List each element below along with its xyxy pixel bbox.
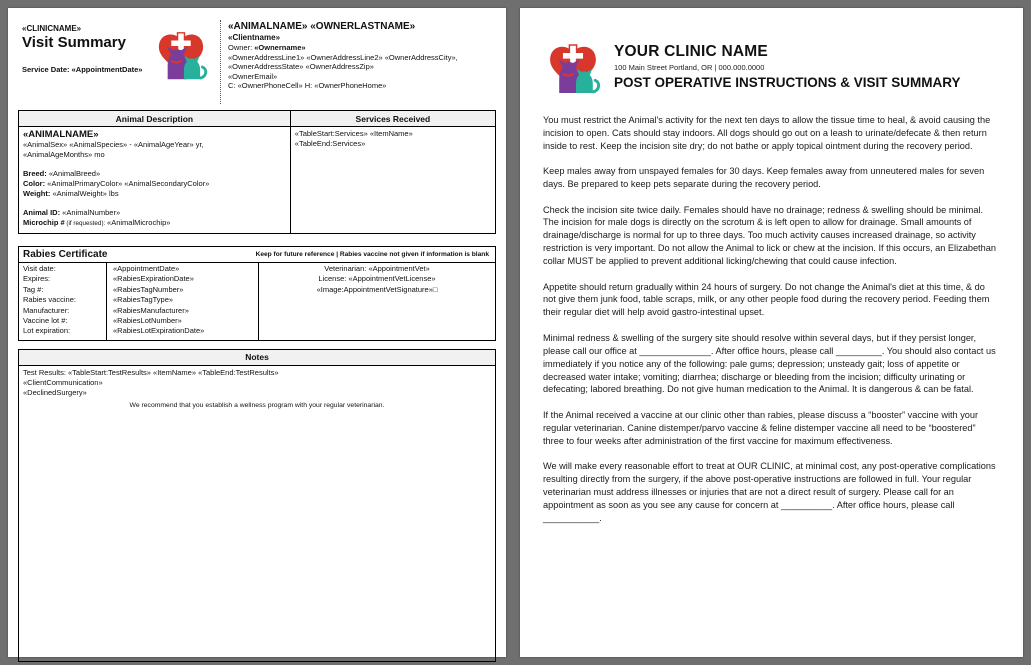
instruction-paragraph: Appetite should return gradually within 24 hours of surgery. Do not change the Animal's diet at this time, & do not give them junk food, table scraps, milk, or any other people food during the recovery period. Feeding them their regular diet will help avoid gastro-intestinal upset. xyxy=(543,281,990,318)
wellness-recommendation: We recommend that you establish a wellness program with your regular veterinarian. xyxy=(129,401,385,409)
animal-description-header: Animal Description xyxy=(19,111,291,126)
rabies-label: Lot expiration: xyxy=(23,326,71,336)
clinic-logo-icon xyxy=(543,36,605,102)
rabies-label: Manufacturer: xyxy=(23,305,70,315)
post-op-header xyxy=(543,36,997,102)
client-name: «Clientname» xyxy=(228,33,281,42)
rabies-value: «RabiesLotExpirationDate» xyxy=(113,326,205,336)
rabies-value: «RabiesLotNumber» xyxy=(113,316,182,326)
clinic-name-merge-field: «CLINICNAME» xyxy=(22,24,82,33)
rabies-value: «RabiesManufacturer» xyxy=(113,305,189,315)
notes-table xyxy=(18,349,496,662)
owner-address-line1: «OwnerAddressLine1» «OwnerAddressLine2» «OwnerAddressCity», xyxy=(228,52,458,62)
services-merge-line: «TableEnd:Services» xyxy=(294,139,366,148)
post-op-instructions-page xyxy=(520,8,1023,657)
animal-id-row: Animal ID: «AnimalNumber» xyxy=(23,208,121,217)
veterinarian-line: Veterinarian: «AppointmentVet» xyxy=(324,264,430,273)
animal-desc-line: «AnimalAgeMonths» mo xyxy=(23,150,105,159)
instruction-paragraph: If the Animal received a vaccine at our clinic other than rabies, please discuss a “booster” vaccine with your regular veterinarian. Canine distemper/parvo vaccine & feline distemper vaccine all need to be “boostered” three to four weeks after administration of the first vaccine for maximum effectiveness. xyxy=(543,409,979,446)
animal-description-cell xyxy=(19,127,291,233)
owner-email: «OwnerEmail» xyxy=(228,71,278,81)
instruction-paragraph: Minimal redness & swelling of the surgery site should resolve within several days, but if they persist longer, please call our office at ______________. After office hours, please call _________. You should also contact us immediately if you notice any of the following: pale gums; depression; unsteady gait; loss of appetite or decreased water intake; vomiting; diarrhea; discharge or bleeding from the incision; difficulty urinating or defecating; labored breathing. Do not give human medication to the Animal. It is dangerous & can be fatal. xyxy=(543,332,996,395)
animal-desc-line: «AnimalSex» «AnimalSpecies» - «AnimalAgeYear» yr, xyxy=(23,140,204,149)
rabies-label: Rabies vaccine: xyxy=(23,295,76,305)
instruction-paragraph: You must restrict the Animal's activity for the next ten days to allow the tissue time to heal, & avoid causing the incision to open. Cats should stay indoors. All dogs should go out on a leash to urinate/defecate & then return inside to rest. Keep the incision site dry; do not bathe or apply topical ointment during the recovery period. xyxy=(543,115,991,151)
services-received-cell xyxy=(291,127,495,233)
rabies-certificate-table xyxy=(18,246,496,341)
instruction-paragraph: We will make every reasonable effort to treat at OUR CLINIC, at minimal cost, any post-operative complications resulting directly from the surgery, if the above post-operative instructions are followed in full. Your regular veterinarian must address illnesses or injuries that are not a direct result of surgery. Please call for an appointment as soon as you see any cause for concern at __________. After office hours, please call ___________. xyxy=(543,461,996,523)
rabies-value: «RabiesExpirationDate» xyxy=(113,274,194,284)
rabies-certificate-note: Keep for future reference | Rabies vaccine not given if information is blank xyxy=(255,251,489,258)
service-date: Service Date: «AppointmentDate» xyxy=(22,65,143,74)
color-row: Color: «AnimalPrimaryColor» «AnimalSecondaryColor» xyxy=(23,179,210,188)
client-communication-field: «ClientCommunication» xyxy=(23,377,103,387)
clinic-name: YOUR CLINIC NAME xyxy=(614,43,768,60)
owner-address-line2: «OwnerAddressState» «OwnerAddressZip» xyxy=(228,62,374,72)
clinic-address: 100 Main Street Portland, OR | 000.000.0000 xyxy=(614,63,765,72)
test-results-line: Test Results: «TableStart:TestResults» «ItemName» «TableEnd:TestResults» xyxy=(23,367,279,377)
rabies-value: «RabiesTagNumber» xyxy=(113,284,184,294)
visit-summary-header xyxy=(18,20,496,104)
clinic-logo-icon xyxy=(152,20,212,104)
rabies-value: «RabiesTagType» xyxy=(113,295,174,305)
weight-row: Weight: «AnimalWeight» lbs xyxy=(23,189,119,198)
rabies-label: Vaccine lot #: xyxy=(23,316,68,326)
services-merge-line: «TableStart:Services» «ItemName» xyxy=(294,129,413,138)
veterinarian-signature-block xyxy=(259,263,495,340)
services-received-header: Services Received xyxy=(355,113,431,124)
owner-info-block xyxy=(220,20,496,104)
animal-owner-name: «ANIMALNAME» «OWNERLASTNAME» xyxy=(228,21,416,32)
microchip-row: Microchip # (if requested): «AnimalMicrochip» xyxy=(23,218,171,227)
rabies-values-column xyxy=(107,263,259,340)
instructions-body xyxy=(543,114,997,525)
rabies-label: Visit date: xyxy=(23,264,56,273)
rabies-label: Tag #: xyxy=(23,284,44,294)
signature-image-field: «Image:AppointmentVetSignature»□ xyxy=(316,284,438,294)
notes-body xyxy=(19,366,495,661)
owner-phones: C: «OwnerPhoneCell» H: «OwnerPhoneHome» xyxy=(228,81,387,91)
visit-summary-page xyxy=(8,8,506,657)
animal-name-field: «ANIMALNAME» xyxy=(23,129,99,140)
rabies-certificate-title: Rabies Certificate xyxy=(23,249,108,260)
owner-line: Owner: «Ownername» xyxy=(228,43,306,52)
clinic-title-block xyxy=(18,20,152,104)
animal-description-table xyxy=(18,110,496,234)
breed-row: Breed: «AnimalBreed» xyxy=(23,169,101,178)
notes-header: Notes xyxy=(19,350,495,366)
license-line: License: «AppointmentVetLicense» xyxy=(318,274,436,284)
rabies-labels-column xyxy=(19,263,107,340)
rabies-label: Expires: xyxy=(23,274,51,284)
page-title: Visit Summary xyxy=(22,34,126,51)
rabies-value: «AppointmentDate» xyxy=(113,264,180,273)
instruction-paragraph: Keep males away from unspayed females for 30 days. Keep females away from unneutered males for seven days. Be prepared to keep pets separate during the recovery period. xyxy=(543,166,985,190)
declined-surgery-field: «DeclinedSurgery» xyxy=(23,387,87,397)
instruction-paragraph: Check the incision site twice daily. Females should have no drainage; redness & swelling should be minimal. The incision for male dogs is directly on the scrotum & is left open to allow for drainage. Small amounts of drainage/discharge is normal for up to three days. Too much activity causes increased drainage, so activity restriction is very important. Do not allow the Animal to lick or chew at the incision. If this occurs, an Elizabethan collar MUST be applied to prevent additional licking/chewing that could cause infection. xyxy=(543,204,996,267)
document-title: POST OPERATIVE INSTRUCTIONS & VISIT SUMMARY xyxy=(614,75,961,90)
